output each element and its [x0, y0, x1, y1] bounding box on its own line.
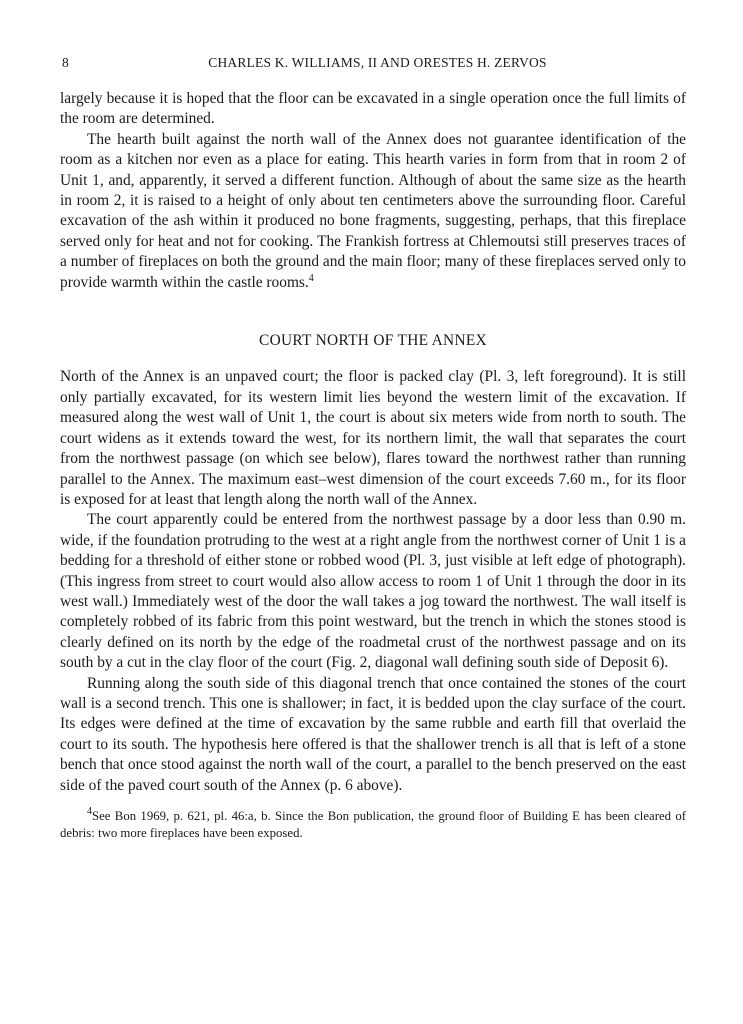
footnote-text [60, 808, 686, 842]
paragraph: Running along the south side of this diagonal trench that once contained the stones of the court wall is a second trench. This one is shallower; in fact, it is bedded upon the clay surface of the court. Its edges were defined at the time of excavation by the same rubble and earth fill that overlaid the court to its south. The hypothesis here offered is that the shallower trench is all that is left of a stone bench that once stood against the north wall of the court, a parallel to the bench preserved on the east side of the paved court south of the Annex (p. 6 above). [60, 674, 686, 794]
paragraph [60, 130, 686, 293]
page-number: 8 [62, 55, 69, 70]
footnote-number: 4 [87, 806, 92, 817]
paragraph-text: The hearth built against the north wall of the Annex does not guarantee identification of the room as a kitchen nor even as a place for eating. This hearth varies in form from that in room 2 of Unit 1, and, apparently, it served a different function. Although of about the same size as the hearth in room 2, it is raised to a height of only about ten centimeters above the surrounding floor. Careful excavation of the ash within it produced no bone fragments, suggesting, perhaps, that this fireplace served only for heat and not for cooking. The Frankish fortress at Chlemoutsi still preserves traces of a number of fireplaces on both the ground and the main floor; many of these fireplaces served only to provide warmth within the castle rooms. [60, 130, 686, 291]
paragraph: North of the Annex is an unpaved court; the floor is packed clay (Pl. 3, left foreground). It is still only partially excavated, for its western limit lies beyond the western limit of the excavation. If measured along the west wall of Unit 1, the court is about six meters wide from north to south. The court widens as it extends toward the west, for its northern limit, the wall that separates the court from the northwest passage (on which see below), flares toward the northwest rather than running parallel to the Annex. The maximum east–west dimension of the court exceeds 7.60 m., for its floor is exposed for at least that length along the north wall of the Annex. [60, 368, 686, 508]
footnote-ref[interactable]: 4 [308, 272, 314, 284]
section-heading: COURT NORTH OF THE ANNEX [259, 332, 487, 350]
paragraph: largely because it is hoped that the floor can be excavated in a single operation once the full limits of the room are determined. [60, 90, 686, 128]
footnote [60, 808, 686, 842]
paragraph: The court apparently could be entered from the northwest passage by a door less than 0.90 m. wide, if the foundation protruding to the west at a right angle from the northwest corner of Unit 1 is a bedding for a threshold of either stone or robbed wood (Pl. 3, just visible at left edge of photograph). (This ingress from street to court would also allow access to room 1 of Unit 1 through the door in its west wall.) Immediately west of the door the wall takes a jog toward the northwest. The wall itself is completely robbed of its fabric from this point westward, but the trench in which the stones stood is clearly defined on its north by the edge of the roadmetal crust of the northwest passage and on its south by a cut in the clay floor of the court (Fig. 2, diagonal wall defining south side of Deposit 6). [60, 511, 686, 672]
running-title: CHARLES K. WILLIAMS, II AND ORESTES H. ZERVOS [208, 55, 547, 70]
body-text [60, 89, 686, 842]
footnote-body: See Bon 1969, p. 621, pl. 46:a, b. Since the Bon publication, the ground floor of Building E has been cleared of debris: two more fireplaces have been exposed. [60, 809, 686, 840]
